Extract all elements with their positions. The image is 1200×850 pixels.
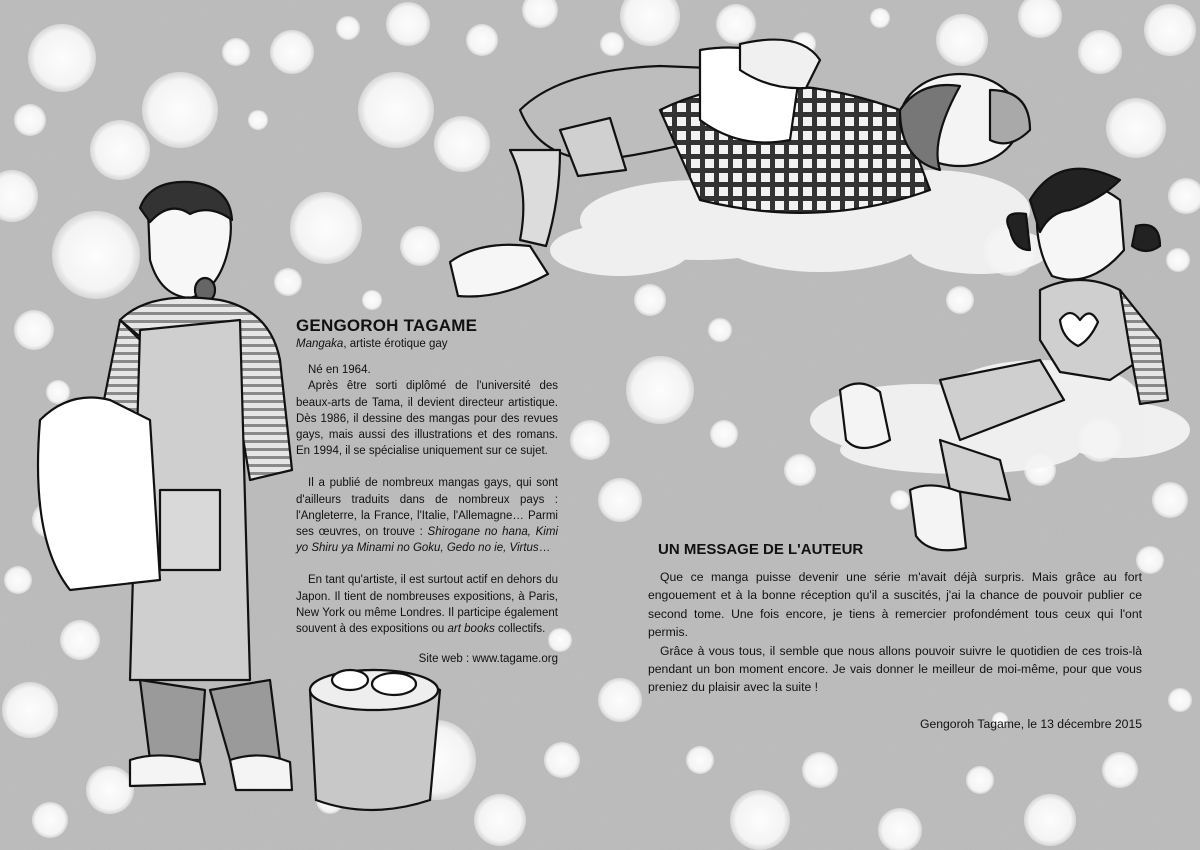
bio-paragraph-works (296, 475, 558, 556)
author-name: GENGOROH TAGAME (296, 316, 478, 335)
author-role-rest: , artiste érotique gay (343, 338, 448, 350)
author-role (296, 336, 558, 352)
bio-paragraph-exhibitions (296, 572, 558, 637)
message-signature: Gengoroh Tagame, le 13 décembre 2015 (919, 716, 1142, 731)
bio-exhibitions-text: En tant qu'artiste, il est surtout actif en dehors du Japon. Il tient de nombreuses expositions, à Paris, New York ou même Londres. Il participe également souvent à des expositions ou (296, 574, 558, 636)
bio-exhibitions-italic: art books (447, 623, 495, 636)
man-with-apron (38, 182, 292, 790)
author-role-italic: Mangaka (296, 338, 344, 350)
bio-paragraph-career: Après être sorti diplômé de l'université des beaux-arts de Tama, il devient directeur artistique. Dès 1986, il dessine des mangas pour des revues gays, mais aussi des illustrations et des romans. En 1994, il se spécialise uniquement sur ce sujet. (296, 380, 558, 458)
message-paragraph-2: Grâce à vous tous, il semble que nous allons pouvoir suivre le quotidien de ces trois-là pendant un bon moment encore. Je vais donner le meilleur de moi-même, pour que vous preniez du plaisir avec la suite ! (648, 643, 1142, 695)
bio-works-text: Il a publié de nombreux mangas gays, qui sont d'ailleurs traduits dans de nombreux pays : l'Angleterre, la France, l'Italie, l'Allemagne… Parmi ses œuvres, on trouve : (296, 477, 558, 539)
author-website: Site web : www.tagame.org (418, 653, 558, 666)
message-paragraph-1: Que ce manga puisse devenir une série m'avait déjà surpris. Mais grâce au fort engouement et à la bonne réception qu'il a suscités, j'ai la chance de pouvoir publier ce second tome. Une fois encore, je tiens à remercier profondément tous ceux qui l'ont permis. (648, 570, 1142, 640)
bio-exhibitions-end: collectifs. (494, 623, 546, 636)
bio-works-end: … (538, 542, 551, 555)
author-bio (296, 316, 558, 667)
message-title: UN MESSAGE DE L'AUTEUR (658, 541, 864, 558)
bio-paragraph-birth: Né en 1964. (308, 364, 371, 377)
author-message (648, 540, 1142, 733)
laundry-basket (310, 670, 440, 810)
bio-works-titles: Shirogane no hana, Kimi yo Shiru ya Minami no Goku, Gedo no ie, Virtus (296, 526, 558, 555)
